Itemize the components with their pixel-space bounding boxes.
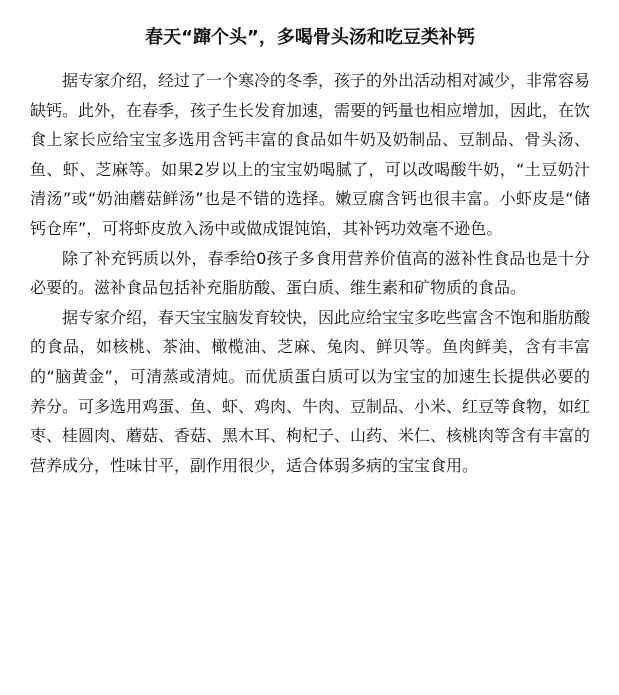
paragraph-1: 据专家介绍，经过了一个寒冷的冬季，孩子的外出活动相对减少，非常容易缺钙。此外，在春季，孩子生长发育加速，需要的钙量也相应增加，因此，在饮食上家长应给宝宝多选用含钙丰富的食品如牛奶及奶制品、豆制品、骨头汤、鱼、虾、芝麻等。如果2岁以上的宝宝奶喝腻了，可以改喝酸牛奶，“土豆奶汁清汤”或“奶油蘑菇鲜汤”也是不错的选择。嫩豆腐含钙也很丰富。小虾皮是“储钙仓库”，可将虾皮放入汤中或做成馄饨馅，其补钙功效毫不逊色。: [30, 71, 591, 238]
paragraph-2: 除了补充钙质以外，春季给0孩子多食用营养价值高的滋补性食品也是十分必要的。滋补食品包括补充脂肪酸、蛋白质、维生素和矿物质的食品。: [30, 248, 590, 298]
article-title: 春天“蹿个头”，多喝骨头汤和吃豆类补钙: [145, 27, 475, 48]
paragraph-3: 据专家介绍，春天宝宝脑发育较快，因此应给宝宝多吃些富含不饱和脂肪酸的食品，如核桃、茶油、橄榄油、芝麻、兔肉、鲜贝等。鱼肉鲜美，含有丰富的“脑黄金”，可清蒸或清炖。而优质蛋白质可以为宝宝的加速生长提供必要的养分。可多选用鸡蛋、鱼、虾、鸡肉、牛肉、豆制品、小米、红豆等食物，如红枣、桂圆肉、蘑菇、香菇、黑木耳、枸杞子、山药、米仁、核桃肉等含有丰富的营养成分，性味甘平，副作用很少，适合体弱多病的宝宝食用。: [30, 307, 591, 475]
article: [30, 18, 590, 480]
